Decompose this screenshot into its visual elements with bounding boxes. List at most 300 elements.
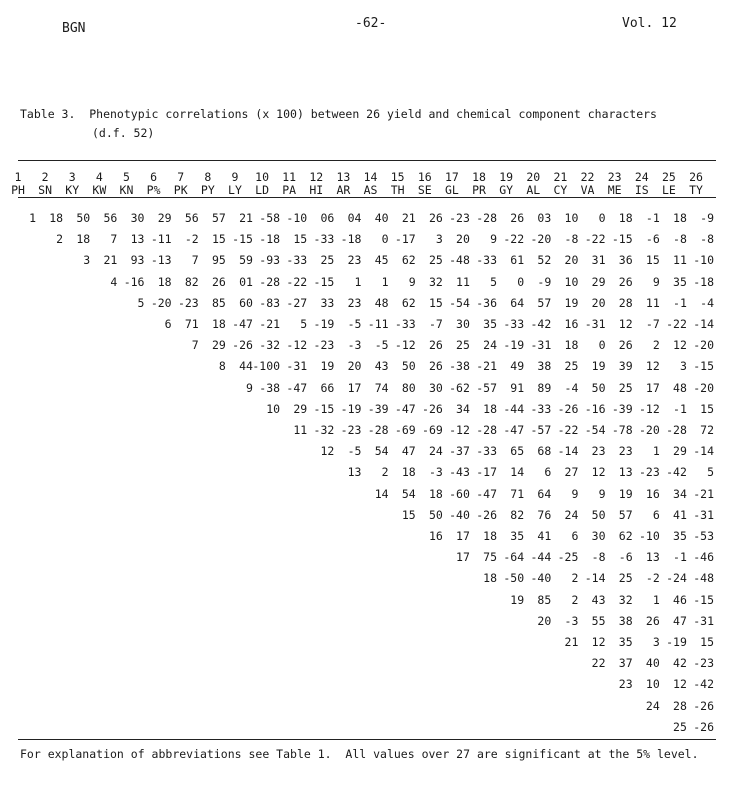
column-number: 22 xyxy=(580,170,595,184)
table-cell: 48 xyxy=(673,380,687,395)
table-cell: -54 xyxy=(449,295,470,310)
table-cell: 72 xyxy=(700,423,714,437)
table-cell: -19 xyxy=(340,401,362,416)
table-cell: -1 xyxy=(673,401,687,416)
column-number: 26 xyxy=(689,170,703,184)
table-cell: 15 xyxy=(700,401,714,416)
table-cell: 34 xyxy=(456,401,470,416)
table-cell: 1 xyxy=(652,444,660,459)
table-cell: 29 xyxy=(591,274,606,289)
table-cell: -12 xyxy=(638,401,660,416)
table-cell: 5 xyxy=(707,465,714,480)
table-bottom-rule xyxy=(18,739,716,740)
table-cell: -69 xyxy=(394,423,416,437)
table-cell: 12 xyxy=(591,465,606,480)
table-cell: 25 xyxy=(456,338,470,353)
table-cell: -26 xyxy=(476,507,498,522)
table-cell: -1 xyxy=(673,295,687,310)
table-cell: -4 xyxy=(564,380,579,395)
table-cell: -37 xyxy=(449,444,470,459)
table-cell: -57 xyxy=(476,380,498,395)
table-cell: 26 xyxy=(618,338,633,353)
table-cell: 19 xyxy=(591,359,606,374)
table-cell: -7 xyxy=(645,317,660,331)
column-number: 8 xyxy=(204,170,212,184)
table-cell: -14 xyxy=(693,317,714,331)
table-cell: 20 xyxy=(564,253,579,268)
table-cell: 11 xyxy=(456,274,470,289)
table-cell: 25 xyxy=(320,253,335,268)
table-cell: -10 xyxy=(286,211,308,225)
column-abbrev: IS xyxy=(634,183,649,197)
table-cell: -6 xyxy=(618,550,633,565)
table-cell: 17 xyxy=(347,380,362,395)
table-cell: -46 xyxy=(693,550,714,565)
column-number: 4 xyxy=(95,170,103,184)
table-cell: 15 xyxy=(700,635,714,649)
table-cell: -18 xyxy=(340,232,362,247)
table-cell: -9 xyxy=(537,274,552,289)
column-abbrev: LD xyxy=(255,183,269,197)
table-cell: 30 xyxy=(591,529,606,543)
table-cell: -20 xyxy=(150,295,172,310)
table-cell: -42 xyxy=(530,317,552,331)
table-cell: -31 xyxy=(286,359,308,374)
table-cell: -36 xyxy=(476,295,498,310)
table-cell: -33 xyxy=(394,317,416,331)
row-label: 20 xyxy=(537,613,552,628)
table-cell: -28 xyxy=(367,423,389,437)
table-cell: -33 xyxy=(286,253,308,268)
table-cell: 30 xyxy=(428,380,443,395)
column-number: 21 xyxy=(553,170,568,184)
table-cell: -7 xyxy=(428,317,443,331)
column-abbrev: P% xyxy=(146,183,161,197)
table-cell: -15 xyxy=(693,592,714,607)
table-cell: -48 xyxy=(693,571,714,586)
table-cell: -8 xyxy=(591,550,606,565)
header-volume: Vol. 12 xyxy=(622,16,677,31)
table-cell: 40 xyxy=(645,656,660,671)
column-abbrev: ME xyxy=(607,183,622,197)
table-cell: 62 xyxy=(618,529,633,543)
column-abbrev: GL xyxy=(444,183,459,197)
table-cell: 35 xyxy=(483,317,498,331)
row-label: 10 xyxy=(266,401,281,416)
table-cell: -22 xyxy=(503,232,525,247)
table-cell: -12 xyxy=(449,423,470,437)
table-cell: -26 xyxy=(422,401,443,416)
table-cell: -18 xyxy=(259,232,281,247)
table-cell: 56 xyxy=(103,211,118,225)
table-cell: -17 xyxy=(476,465,498,480)
table-cell: 60 xyxy=(239,295,253,310)
table-cell: 18 xyxy=(428,486,443,501)
table-cell: 65 xyxy=(510,444,525,459)
table-cell: 48 xyxy=(374,295,389,310)
row-label: 17 xyxy=(456,550,470,565)
table-cell: 6 xyxy=(652,507,660,522)
table-cell: -11 xyxy=(367,317,389,331)
table-cell: 71 xyxy=(510,486,525,501)
table-cell: 29 xyxy=(157,211,172,225)
table-cell: 59 xyxy=(239,253,253,268)
table-cell: 85 xyxy=(537,592,552,607)
table-cell: 39 xyxy=(618,359,633,374)
table-cell: -22 xyxy=(584,232,606,247)
table-cell: 37 xyxy=(618,656,633,671)
table-cell: 9 xyxy=(490,232,498,247)
table-cell: 40 xyxy=(374,211,389,225)
table-cell: 3 xyxy=(652,635,660,649)
table-cell: -42 xyxy=(693,677,714,692)
row-label: 2 xyxy=(56,232,64,247)
table-cell: 74 xyxy=(374,380,389,395)
column-number: 1 xyxy=(14,170,22,184)
table-cell: 82 xyxy=(510,507,525,522)
table-cell: -40 xyxy=(449,507,470,522)
column-abbrev: KY xyxy=(65,183,80,197)
column-abbrev: PA xyxy=(282,183,297,197)
table-cell: -18 xyxy=(693,274,714,289)
table-cell: 15 xyxy=(293,232,308,247)
table-cell: -21 xyxy=(259,317,281,331)
table-cell: -9 xyxy=(700,211,714,225)
row-label: 3 xyxy=(83,253,91,268)
table-cell: -62 xyxy=(449,380,470,395)
table-cell: 1 xyxy=(381,274,389,289)
table-cell: 44 xyxy=(239,359,253,374)
table-cell: 20 xyxy=(456,232,470,247)
table-cell: 35 xyxy=(673,274,687,289)
table-cell: -20 xyxy=(638,423,660,437)
column-number: 10 xyxy=(255,170,269,184)
table-cell: 0 xyxy=(598,211,606,225)
table-cell: -2 xyxy=(645,571,660,586)
table-cell: 64 xyxy=(537,486,552,501)
column-number: 16 xyxy=(417,170,432,184)
table-cell: 25 xyxy=(564,359,579,374)
row-label: 11 xyxy=(293,423,308,437)
row-label: 19 xyxy=(510,592,525,607)
table-cell: -33 xyxy=(313,232,335,247)
table-cell: -23 xyxy=(340,423,362,437)
table-cell: -22 xyxy=(557,423,579,437)
table-cell: 50 xyxy=(401,359,416,374)
table-cell: 30 xyxy=(456,317,470,331)
table-cell: -10 xyxy=(638,529,660,543)
table-cell: 15 xyxy=(211,232,226,247)
table-cell: -31 xyxy=(530,338,552,353)
table-cell: 30 xyxy=(130,211,145,225)
table-cell: 82 xyxy=(184,274,199,289)
table-cell: 50 xyxy=(428,507,443,522)
row-label: 9 xyxy=(246,380,253,395)
column-abbrev: VA xyxy=(580,183,595,197)
header-page-number: -62- xyxy=(355,16,387,31)
table-cell: 27 xyxy=(564,465,579,480)
table-cell: -15 xyxy=(313,274,335,289)
table-cell: 2 xyxy=(652,338,660,353)
column-abbrev: HI xyxy=(309,183,324,197)
table-cell: -25 xyxy=(557,550,579,565)
table-cell: 17 xyxy=(456,529,470,543)
column-abbrev: AL xyxy=(526,183,541,197)
row-label: 25 xyxy=(673,719,687,734)
row-label: 24 xyxy=(645,698,660,713)
row-label: 23 xyxy=(618,677,633,692)
table-cell: 24 xyxy=(483,338,498,353)
row-label: 13 xyxy=(347,465,362,480)
table-cell: -43 xyxy=(449,465,470,480)
table-cell: -23 xyxy=(313,338,335,353)
table-cell: 26 xyxy=(510,211,525,225)
table-cell: 13 xyxy=(130,232,145,247)
table-cell: 35 xyxy=(618,635,633,649)
column-number: 6 xyxy=(150,170,158,184)
table-cell: -27 xyxy=(286,295,308,310)
table-cell: -93 xyxy=(259,253,281,268)
table-cell: -33 xyxy=(530,401,552,416)
table-cell: -20 xyxy=(530,232,552,247)
table-cell: -3 xyxy=(428,465,443,480)
column-number: 3 xyxy=(68,170,76,184)
row-label: 1 xyxy=(29,211,36,225)
column-abbrev: KW xyxy=(92,183,107,197)
column-abbrev: PR xyxy=(472,183,486,197)
table-cell: -31 xyxy=(693,507,714,522)
table-cell: -23 xyxy=(693,656,714,671)
table-cell: -14 xyxy=(584,571,606,586)
table-cell: 2 xyxy=(571,571,579,586)
table-cell: 12 xyxy=(591,635,606,649)
table-cell: -28 xyxy=(476,211,498,225)
table-cell: 35 xyxy=(673,529,687,543)
table-cell: -42 xyxy=(666,465,687,480)
table-cell: -100 xyxy=(252,359,281,374)
table-cell: 18 xyxy=(483,529,498,543)
table-cell: -15 xyxy=(611,232,633,247)
row-label: 8 xyxy=(218,359,226,374)
table-cell: 57 xyxy=(211,211,226,225)
table-cell: 41 xyxy=(537,529,552,543)
table-cell: 1 xyxy=(354,274,362,289)
table-cell: 47 xyxy=(401,444,416,459)
table-cell: -1 xyxy=(645,211,660,225)
table-cell: 15 xyxy=(645,253,660,268)
table-cell: -47 xyxy=(232,317,253,331)
table-cell: 21 xyxy=(239,211,253,225)
table-cell: -28 xyxy=(259,274,281,289)
table-cell: -32 xyxy=(313,423,335,437)
table-cell: 55 xyxy=(591,613,606,628)
table-cell: 16 xyxy=(645,486,660,501)
column-abbrev: TH xyxy=(390,183,405,197)
table-cell: 31 xyxy=(591,253,606,268)
table-cell: -69 xyxy=(422,423,443,437)
table-cell: 89 xyxy=(537,380,552,395)
column-abbrev: TY xyxy=(689,183,703,197)
table-cell: -44 xyxy=(503,401,525,416)
table-cell: 24 xyxy=(428,444,443,459)
table-cell: 57 xyxy=(537,295,552,310)
table-cell: 54 xyxy=(401,486,416,501)
row-label: 22 xyxy=(591,656,606,671)
table-cell: 80 xyxy=(401,380,416,395)
table-cell: 7 xyxy=(191,253,199,268)
table-cell: 26 xyxy=(211,274,226,289)
table-cell: -6 xyxy=(645,232,660,247)
row-label: 7 xyxy=(191,338,199,353)
table-cell: 49 xyxy=(510,359,525,374)
table-top-rule xyxy=(18,160,716,161)
table-cell: -14 xyxy=(557,444,579,459)
table-cell: -24 xyxy=(666,571,687,586)
table-cell: -28 xyxy=(666,423,687,437)
table-cell: 13 xyxy=(618,465,633,480)
table-cell: -58 xyxy=(259,211,281,225)
column-abbrev: SN xyxy=(38,183,53,197)
column-number: 18 xyxy=(472,170,486,184)
table-cell: 18 xyxy=(157,274,172,289)
table-cell: 26 xyxy=(428,359,443,374)
table-cell: 18 xyxy=(618,211,633,225)
table-cell: -11 xyxy=(150,232,172,247)
table-cell: 13 xyxy=(645,550,660,565)
row-label: 5 xyxy=(137,295,145,310)
table-cell: -12 xyxy=(286,338,308,353)
table-cell: -26 xyxy=(693,719,714,734)
table-cell: -47 xyxy=(394,401,416,416)
column-abbrev: KN xyxy=(119,183,134,197)
table-cell: 33 xyxy=(320,295,335,310)
table-cell: 71 xyxy=(184,317,199,331)
table-cell: 11 xyxy=(673,253,687,268)
table-cell: -23 xyxy=(638,465,660,480)
table-cell: 18 xyxy=(564,338,579,353)
table-cell: -33 xyxy=(476,253,498,268)
table-cell: -8 xyxy=(700,232,714,247)
table-cell: 18 xyxy=(49,211,64,225)
table-cell: -33 xyxy=(476,444,498,459)
table-cell: 19 xyxy=(564,295,579,310)
table-cell: 66 xyxy=(320,380,335,395)
column-abbrev: LE xyxy=(661,183,676,197)
table-cell: -44 xyxy=(530,550,552,565)
table-cell: -13 xyxy=(150,253,172,268)
table-cell: 9 xyxy=(571,486,579,501)
header-journal: BGN xyxy=(62,21,86,36)
table-cell: 3 xyxy=(435,232,443,247)
table-cell: 95 xyxy=(211,253,226,268)
column-number: 17 xyxy=(444,170,459,184)
table-cell: -8 xyxy=(673,232,687,247)
table-cell: -14 xyxy=(693,444,714,459)
table-cell: 01 xyxy=(239,274,253,289)
table-cell: 23 xyxy=(618,444,633,459)
table-cell: -39 xyxy=(367,401,389,416)
table-cell: -20 xyxy=(693,380,714,395)
table-cell: 32 xyxy=(428,274,443,289)
table-cell: 0 xyxy=(517,274,525,289)
table-cell: -48 xyxy=(449,253,470,268)
table-cell: -26 xyxy=(693,698,714,713)
table-cell: -50 xyxy=(503,571,525,586)
table-cell: -54 xyxy=(584,423,606,437)
table-cell: 23 xyxy=(591,444,606,459)
table-cell: 42 xyxy=(673,656,687,671)
table-cell: 43 xyxy=(591,592,606,607)
column-abbrev: AS xyxy=(363,183,378,197)
row-label: 4 xyxy=(110,274,118,289)
column-number: 25 xyxy=(661,170,676,184)
table-cell: 26 xyxy=(645,613,660,628)
table-cell: -23 xyxy=(449,211,470,225)
table-cell: 52 xyxy=(537,253,552,268)
column-number: 14 xyxy=(363,170,378,184)
table-cell: 32 xyxy=(618,592,633,607)
table-cell: 28 xyxy=(618,295,633,310)
column-number: 24 xyxy=(634,170,649,184)
table-cell: -22 xyxy=(286,274,308,289)
table-cell: 3 xyxy=(679,359,687,374)
row-label: 16 xyxy=(428,529,443,543)
table-cell: -78 xyxy=(611,423,633,437)
table-cell: 12 xyxy=(645,359,660,374)
column-abbrev: PH xyxy=(11,183,25,197)
table-cell: -21 xyxy=(476,359,498,374)
column-number: 19 xyxy=(499,170,514,184)
column-number: 9 xyxy=(231,170,239,184)
table-cell: -26 xyxy=(232,338,253,353)
table-cell: 12 xyxy=(673,677,687,692)
table-cell: 2 xyxy=(381,465,389,480)
table-cell: -57 xyxy=(530,423,552,437)
table-cell: 54 xyxy=(374,444,389,459)
table-cell: 45 xyxy=(374,253,389,268)
column-abbrev: CY xyxy=(553,183,568,197)
table-cell: 20 xyxy=(591,295,606,310)
table-cell: 47 xyxy=(673,613,687,628)
table-cell: 28 xyxy=(673,698,687,713)
column-number: 2 xyxy=(41,170,49,184)
table-cell: 12 xyxy=(618,317,633,331)
table-cell: 41 xyxy=(673,507,687,522)
table-cell: 68 xyxy=(537,444,552,459)
table-cell: 38 xyxy=(618,613,633,628)
table-cell: -5 xyxy=(374,338,389,353)
table-cell: 5 xyxy=(490,274,498,289)
table-cell: -23 xyxy=(177,295,199,310)
table-cell: 26 xyxy=(428,338,443,353)
row-label: 18 xyxy=(483,571,498,586)
table-cell: 0 xyxy=(381,232,389,247)
table-cell: 91 xyxy=(510,380,525,395)
column-number: 13 xyxy=(336,170,351,184)
table-cell: -38 xyxy=(259,380,281,395)
table-cell: 23 xyxy=(347,253,362,268)
column-number: 15 xyxy=(390,170,405,184)
table-cell: 50 xyxy=(591,380,606,395)
table-cell: -22 xyxy=(666,317,687,331)
table-cell: 43 xyxy=(374,359,389,374)
table-cell: 18 xyxy=(673,211,687,225)
row-label: 12 xyxy=(320,444,335,459)
table-cell: 61 xyxy=(510,253,525,268)
table-cell: -15 xyxy=(693,359,714,374)
table-cell: 10 xyxy=(564,274,579,289)
table-cell: 29 xyxy=(673,444,687,459)
